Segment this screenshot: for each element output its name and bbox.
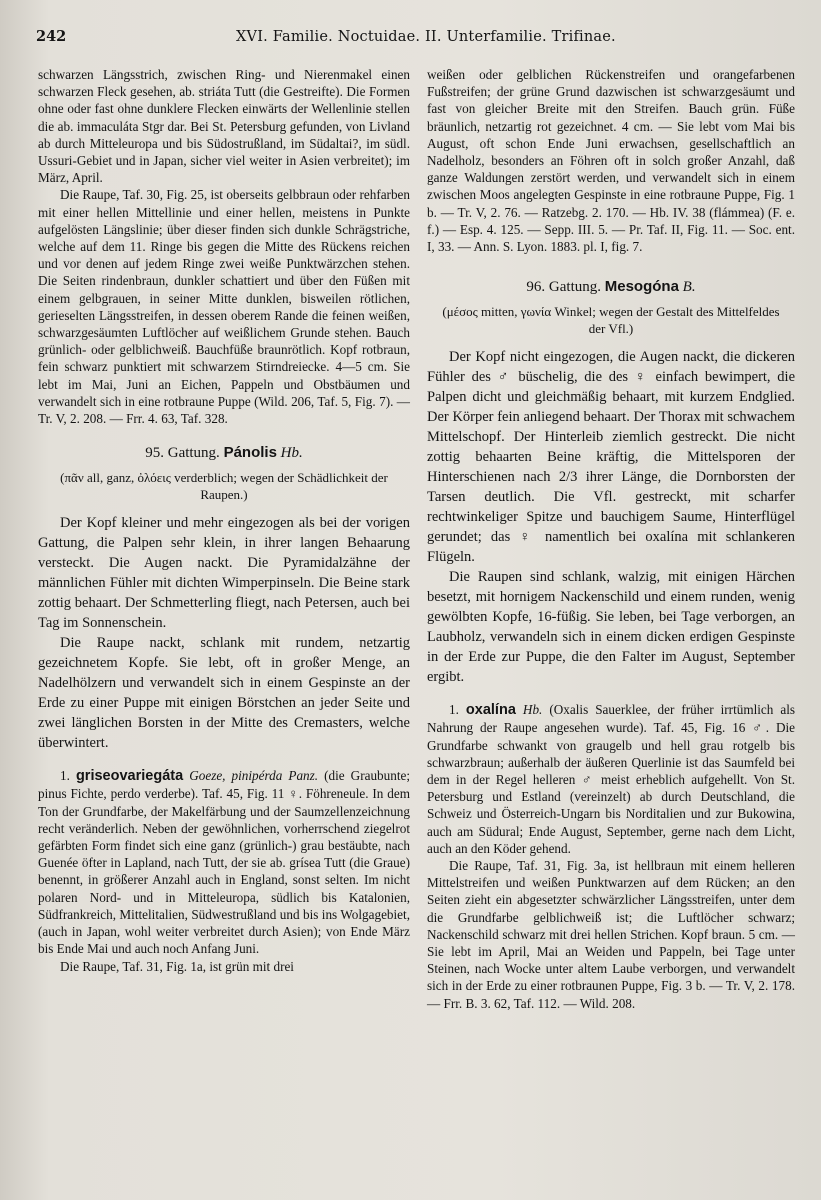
species-name: oxalína <box>465 702 516 719</box>
genus-etymology: (μέσος mitten, γωνία Winkel; wegen der Gestalt des Mittelfeldes der Vfl.) <box>442 304 780 337</box>
left-column <box>38 66 410 1012</box>
species-entry <box>427 701 795 857</box>
species-entry <box>38 767 410 957</box>
species-author: Hb. <box>522 702 543 718</box>
species-name: griseovariegáta <box>75 768 184 785</box>
genus-number: 95. Gattung. <box>145 445 220 462</box>
genus-name: Mesogóna <box>604 278 679 296</box>
species-author: Goeze, pinipérda Panz. <box>189 768 319 784</box>
species-number: 1. <box>60 768 70 784</box>
text-columns <box>36 66 799 1012</box>
paragraph: Die Raupe, Taf. 30, Fig. 25, ist oberseits gelbbraun oder rehfarben mit einer hellen Mittellinie und einer hellen, meistens in Punkte aufgelösten Längslinie; über dieser finden sich dunkle Schrägstriche, welche auf dem 11. Ringe bis gegen die Mitte des Rückens reichen und vor denen auf jedem Ringe zwei weiße Punktwärzchen stehen. Die Seiten rindenbraun, dunkler schattiert und über den Füßen mit einem gelbgrauen, in seiner Mitte dunklen, bisweilen rötlichen, gerieselten Längsstreifen, in dessen oberem Rande die feinen weißen, schwarzgesäumten Luftlöcher auf weißlichem Grunde stehen. Bauch grünlich- oder gelblichweiß. Bauchfüße braunrötlich. Kopf rotbraun, fein schwarz punktiert mit schwarzem Stirndreiecke. 4—5 cm. Sie lebt im Mai, Juni an Eichen, Pappeln und Obstbäumen und verwandelt sich in eine rotbraune Puppe (Wild. 206, Taf. 5, Fig. 7). — Tr. V, 2. 208. — Frr. 4. 63, Taf. 328. <box>38 187 410 427</box>
right-column <box>427 66 795 1012</box>
genus-heading <box>38 443 410 463</box>
genus-author: B. <box>682 279 696 296</box>
species-number: 1. <box>449 702 459 718</box>
paragraph: Die Raupe, Taf. 31, Fig. 3a, ist hellbraun mit einem helleren Mittelstreifen und weißen Punktwarzen auf dem Rücken; an den Seiten zieht ein abgesetzter schwärzlicher Längsstreifen, unter dem die Grundfarbe gelblichweiß ist; die Luftlöcher schwarz; Nackenschild schwarz mit drei hellen Strichen. Kopf braun. 5 cm. — Sie lebt im April, Mai an Weiden und Pappeln, bei Tage unter Steinen, nach Wocke unter altem Laube verborgen, und verwandelt sich in der Erde zu einer rotbraunen Puppe, Fig. 3 b. — Tr. V, 2. 178. — Frr. B. 3. 62, Taf. 112. — Wild. 208. <box>427 858 795 1011</box>
paragraph: Der Kopf kleiner und mehr eingezogen als bei der vorigen Gattung, die Palpen sehr klein, in ihrer langen Behaarung versteckt. Die Augen nackt. Die Pyramidalzähne der männlichen Fühler mit dichten Wimperpinseln. Die Beine stark zottig behaart. Der Schmetterling fliegt, nach Petersen, auch bei Tag im Sonnenschein. <box>38 515 410 632</box>
paragraph: Der Kopf nicht eingezogen, die Augen nackt, die dickeren Fühler des ♂ büschelig, die des ♀ einfach bewimpert, die Palpen dicht und gleichmäßig behaart, mit kurzem Endglied. Der Körper fein anliegend behaart. Der Thorax mit schwachem Mittelschopf. Der Hinterleib ziemlich gestreckt. Die nicht zottig behaarten Beine kräftig, die Mittelsporen der Hinterschienen nach 2/3 ihrer Länge, die Dornborsten der Tarsen deutlich. Die Vfl. gestreckt, mit scharfer rechtwinkeliger Spitze und bauchigem Saume, Hinterflügel gerundet; das ♀ namentlich bei oxalína mit schlankeren Flügeln. <box>427 349 795 566</box>
page-number: 242 <box>36 28 67 45</box>
paragraph: Die Raupe nackt, schlank mit rundem, netzartig gezeichnetem Kopfe. Sie lebt, oft in großer Menge, an Nadelhölzern und verwandelt sich in einem Gespinste an der Erde zu einer Puppe mit einigen Börstchen an jeder Seite und zwei länglichen Borsten in der Mitte des Cremasters, welche überwintert. <box>38 635 410 752</box>
genus-author: Hb. <box>280 445 303 462</box>
page-header <box>36 28 799 58</box>
genus-name: Pánolis <box>223 444 277 462</box>
paragraph: Die Raupe, Taf. 31, Fig. 1a, ist grün mit drei <box>60 958 294 974</box>
genus-etymology: (πᾶν all, ganz, ὀλόεις verderblich; wegen der Schädlichkeit der Raupen.) <box>60 470 388 503</box>
genus-heading <box>427 277 795 297</box>
genus-description <box>38 513 410 753</box>
running-title: XVI. Familie. Noctuidae. II. Unterfamilie. Trifinae. <box>236 29 616 45</box>
paragraph: schwarzen Längsstrich, zwischen Ring- und Nierenmakel einen schwarzen Fleck gesehen, ab. striáta Tutt (die Gestreifte). Die Formen ohne oder fast ohne dunklere Flecken einwärts der Wellenlinie stellen die ab. immaculáta Stgr dar. Bei St. Petersburg gefunden, von Livland ab durch Mitteleuropa und bis Südostrußland, im Südaltai?, im südl. Ussuri-Gebiet und in Japan, sicher viel weiter in Asien verbreitet); im März, April. <box>38 67 410 186</box>
genus-number: 96. Gattung. <box>526 279 601 296</box>
species-text: (die Graubunte; pinus Fichte, perdo verderbe). Taf. 45, Fig. 11 ♀. Föhreneule. In dem Ton der Grundfarbe, der Makelfärbung und der Saumzellenzeichnung recht veränderlich. Neben der gewöhnlichen, vorherrschend ziegelrot gefärbten Form findet sich eine ganz (grünlich-) grau bestäubte, nach Guenée öfter in Lapland, nach Tutt, der sie ab. grísea Tutt (die Graue) benennt, in größerer Anzahl auch in England, sonst selten. Im nicht polaren Nord- und in Mitteleuropa, südlich bis Katalonien, Südfrankreich, Mittelitalien, Südwestrußland und bis ins Wolgagebiet, (auch in Japan, wohl weiter verbreitet durch Asien); von Ende März bis Ende Mai und auch noch Anfang Juni. <box>38 768 411 957</box>
genus-description <box>427 347 795 687</box>
paragraph: Die Raupen sind schlank, walzig, mit einigen Härchen besetzt, mit hornigem Nackenschild und einem runden, wenig gewölbten Kopfe, 16-füßig. Sie leben, bei Tage verborgen, an Laubholz, verwandeln sich in einem dicken erdigen Gespinste in der Erde zur Puppe, die den Falter im August, September ergibt. <box>427 569 795 686</box>
species-text: (Oxalis Sauerklee, der früher irrtümlich als Nahrung der Raupe angesehen wurde). Taf. 45, Fig. 16 ♂. Die Grundfarbe schwankt von graugelb und hell grau rotgelb bis schwarzbraun; außerhalb der äußeren Querlinie ist das Saumfeld bei dem in der Regel helleren ♂ meist erheblich aufgehellt. Von St. Petersburg und Estland (vereinzelt) ab durch Deutschland, die Schweiz und Österreich-Ungarn bis Norditalien und zur Bukowina, auch am Südural; Ende August, September, gerne nach dem Licht, auch an den Köder gehend. <box>427 702 796 856</box>
paragraph: weißen oder gelblichen Rückenstreifen und orangefarbenen Fußstreifen; der grüne Grund dazwischen ist schwarzgesäumt und fast von gleicher Breite mit den Streifen. Bauch grün. Füße bräunlich, netzartig rot gezeichnet. 4 cm. — Sie lebt vom Mai bis August, oft schon Ende Juni erwachsen, gesellschaftlich an Nadelholz, besonders an Föhren oft in solch großer Anzahl, daß ganze Waldungen zerstört werden, und verwandelt sich in einem zwischen Moos angelegten Gespinste in eine rotbraune Puppe, Fig. 1 b. — Tr. V, 2. 76. — Ratzebg. 2. 170. — Hb. IV. 38 (flámmea) (F. e. f.) — Esp. 4. 125. — Sepp. III. 5. — Pr. Taf. II, Fig. 11. — Soc. ent. I, 33. — Ann. S. Lyon. 1883. pl. I, fig. 7. <box>427 67 795 255</box>
